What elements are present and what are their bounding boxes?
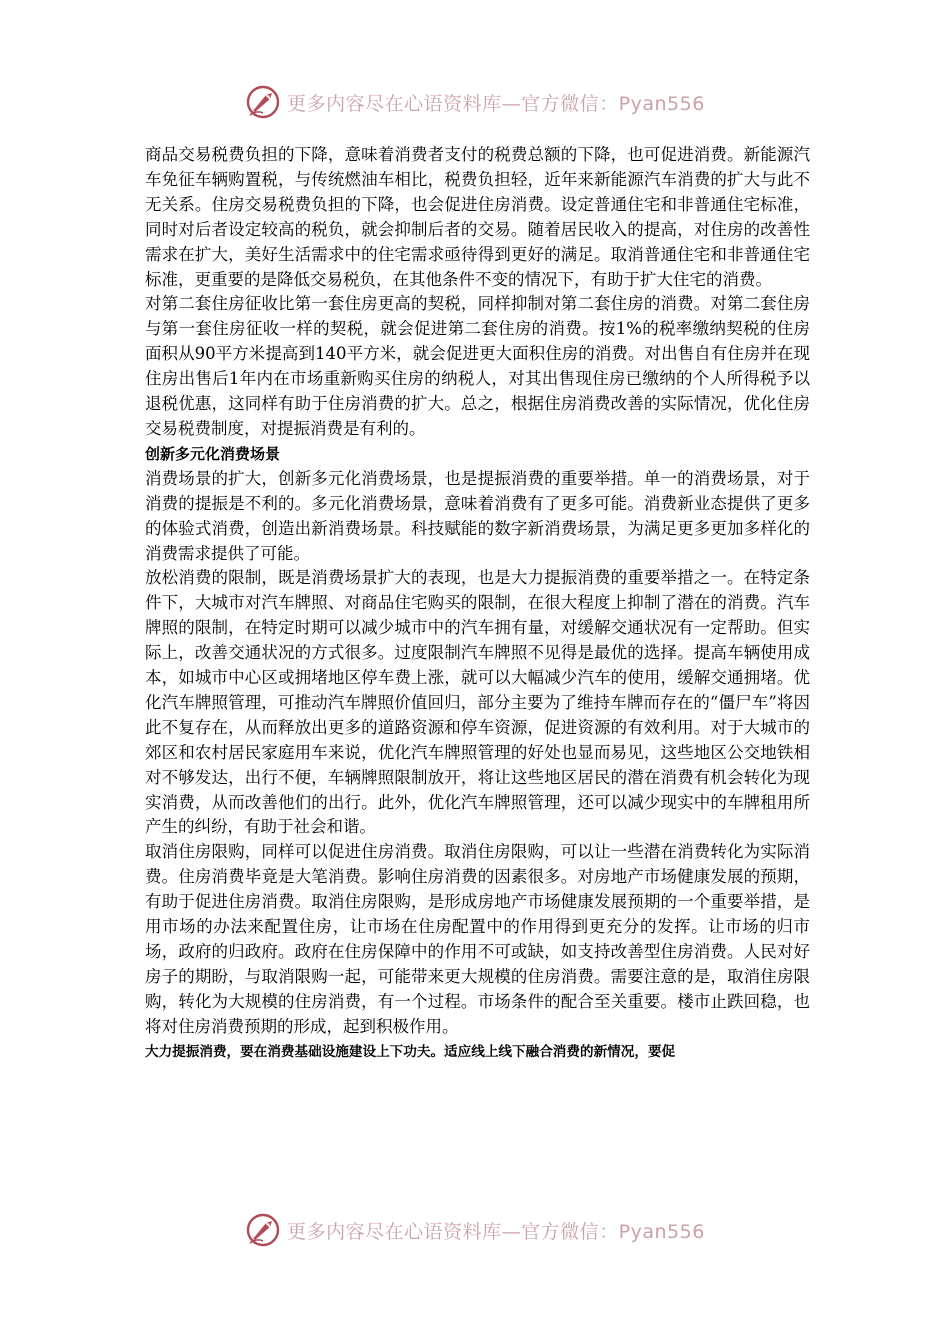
body-paragraph-last-line: 大力提振消费，要在消费基础设施建设上下功夫。适应线上线下融合消费的新情况，要促: [145, 1043, 676, 1060]
pen-nib-logo-icon: [245, 1212, 281, 1248]
document-body: [145, 143, 810, 1065]
header-brand-label: 更多内容尽在心语资料库—官方微信：: [287, 92, 619, 115]
footer-brand-label: 更多内容尽在心语资料库—官方微信：: [287, 1220, 619, 1243]
pen-nib-logo-icon: [245, 84, 281, 120]
body-paragraph: 消费场景的扩大，创新多元化消费场景，也是提振消费的重要举措。单一的消费场景，对于消费的提振是不利的。多元化消费场景，意味着消费有了更多可能。消费新业态提供了更多的体验式消费，创造出新消费场景。科技赋能的数字新消费场景，为满足更多更加多样化的消费需求提供了可能。: [145, 468, 810, 563]
footer-brand-text: [287, 1217, 705, 1244]
footer-brand: [245, 1212, 705, 1248]
page-header: [0, 82, 950, 122]
header-wechat-id: Pyan556: [618, 92, 705, 115]
section-heading: 创新多元化消费场景: [145, 444, 281, 463]
body-paragraph: 取消住房限购，同样可以促进住房消费。取消住房限购，可以让一些潜在消费转化为实际消费。住房消费毕竟是大笔消费。影响住房消费的因素很多。对房地产市场健康发展的预期，有助于促进住房消费。取消住房限购，是形成房地产市场健康发展预期的一个重要举措，是用市场的办法来配置住房，让市场在住房配置中的作用得到更充分的发挥。让市场的归市场，政府的归政府。政府在住房保障中的作用不可或缺，如支持改善型住房消费。人民对好房子的期盼，与取消限购一起，可能带来更大规模的住房消费。需要注意的是，取消住房限购，转化为大规模的住房消费，有一个过程。市场条件的配合至关重要。楼市止跌回稳，也将对住房消费预期的形成，起到积极作用。: [145, 842, 810, 1036]
body-paragraph: 对第二套住房征收比第一套住房更高的契税，同样抑制对第二套住房的消费。对第二套住房与第一套住房征收一样的契税，就会促进第二套住房的消费。按1%的税率缴纳契税的住房面积从90平方米提高到140平方米，就会促进更大面积住房的消费。对出售自有住房并在现住房出售后1年内在市场重新购买住房的纳税人，对其出售现住房已缴纳的个人所得税予以退税优惠，这同样有助于住房消费的扩大。总之，根据住房消费改善的实际情况，优化住房交易税费制度，对提振消费是有利的。: [145, 294, 810, 438]
page-footer: [0, 1210, 950, 1250]
header-brand-text: [287, 89, 705, 116]
body-paragraph: 放松消费的限制，既是消费场景扩大的表现，也是大力提振消费的重要举措之一。在特定条件下，大城市对汽车牌照、对商品住宅购买的限制，在很大程度上抑制了潜在的消费。汽车牌照的限制，在特定时期可以减少城市中的汽车拥有量，对缓解交通状况有一定帮助。但实际上，改善交通状况的方式很多。过度限制汽车牌照不见得是最优的选择。提高车辆使用成本，如城市中心区或拥堵地区停车费上涨，就可以大幅减少汽车的使用，缓解交通拥堵。优化汽车牌照管理，可推动汽车牌照价值回归，部分主要为了维持车牌而存在的“僵尸车”将因此不复存在，从而释放出更多的道路资源和停车资源，促进资源的有效利用。对于大城市的郊区和农村居民家庭用车来说，优化汽车牌照管理的好处也显而易见，这些地区公交地铁相对不够发达，出行不便，车辆牌照限制放开，将让这些地区居民的潜在消费有机会转化为现实消费，从而改善他们的出行。此外，优化汽车牌照管理，还可以减少现实中的车牌租用所产生的纠纷，有助于社会和谐。: [145, 568, 810, 837]
header-brand: [245, 84, 705, 120]
footer-wechat-id: Pyan556: [618, 1220, 705, 1243]
body-paragraph: 商品交易税费负担的下降，意味着消费者支付的税费总额的下降，也可促进消费。新能源汽车免征车辆购置税，与传统燃油车相比，税费负担轻，近年来新能源汽车消费的扩大与此不无关系。住房交易税费负担的下降，也会促进住房消费。设定普通住宅和非普通住宅标准，同时对后者设定较高的税负，就会抑制后者的交易。随着居民收入的提高，对住房的改善性需求在扩大，美好生活需求中的住宅需求亟待得到更好的满足。取消普通住宅和非普通住宅标准，更重要的是降低交易税负，在其他条件不变的情况下，有助于扩大住宅的消费。: [145, 145, 810, 289]
